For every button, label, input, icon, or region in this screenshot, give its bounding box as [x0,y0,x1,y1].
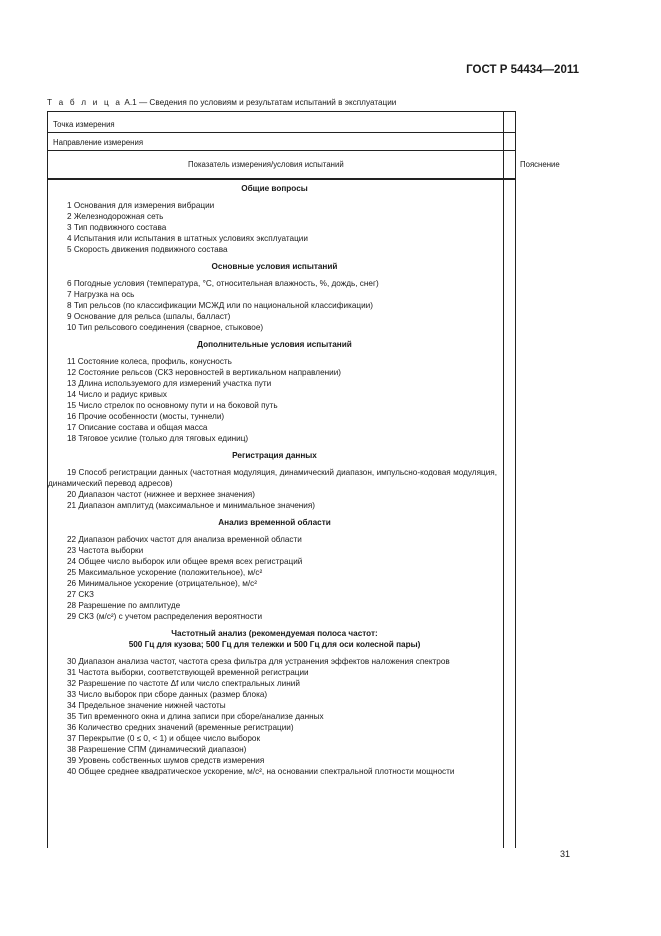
column-divider [503,112,504,848]
list-item: 18 Тяговое усилие (только для тяговых единиц) [67,434,249,443]
list-item: 22 Диапазон рабочих частот для анализа временной области [67,535,302,544]
list-item: 4 Испытания или испытания в штатных условиях эксплуатации [67,234,308,243]
section-title: Анализ временной области [218,518,331,527]
list-item: 35 Тип временного окна и длина записи при сборе/анализе данных [67,712,324,721]
list-item: 13 Длина используемого для измерений участка пути [67,379,272,388]
list-item: 7 Нагрузка на ось [67,290,135,299]
list-item: 36 Количество средних значений (временные регистрации) [67,723,294,732]
row-measurement-point: Точка измерения [53,120,115,129]
list-item: 3 Тип подвижного состава [67,223,167,232]
list-item: 24 Общее число выборок или общее время всех регистраций [67,557,303,566]
list-item: 10 Тип рельсового соединения (сварное, стыковое) [67,323,264,332]
table-body [48,183,501,777]
list-item: 37 Перекрытие (0 ≤ 0, < 1) и общее число выборок [67,734,261,743]
list-item: 27 СКЗ [67,590,94,599]
list-item: 30 Диапазон анализа частот, частота среза фильтра для устранения эффектов наложения спектров [67,657,450,666]
list-item: 1 Основания для измерения вибрации [67,201,215,210]
list-item: 38 Разрешение СПМ (динамический диапазон) [67,745,247,754]
list-item: 31 Частота выборки, соответствующей временной регистрации [67,668,309,677]
list-item: 9 Основание для рельса (шпалы, балласт) [67,312,231,321]
list-item: 20 Диапазон частот (нижнее и верхнее значения) [67,490,255,499]
list-item: 17 Описание состава и общая масса [67,423,208,432]
section-title: Основные условия испытаний [211,262,338,271]
page-number: 31 [559,849,570,859]
list-item: 19 Способ регистрации данных (частотная модуляция, динамический диапазон, импульсно-кодовая модуляция, динамический перевод адресов) [48,468,497,488]
column-header-note: Пояснение [520,160,560,169]
list-item: 8 Тип рельсов (по классификации МСЖД или по национальной классификации) [67,301,373,310]
list-item: 2 Железнодорожная сеть [67,212,164,221]
list-item: 39 Уровень собственных шумов средств измерения [67,756,265,765]
row-divider [48,132,515,133]
list-item: 14 Число и радиус кривых [67,390,167,399]
header-divider [48,178,515,180]
document-id: ГОСТ Р 54434—2011 [466,64,579,76]
list-item: 25 Максимальное ускорение (положительное), м/с² [67,568,263,577]
row-measurement-direction: Направление измерения [53,138,144,147]
list-item: 21 Диапазон амплитуд (максимальное и минимальное значения) [67,501,316,510]
row-divider [48,150,515,151]
list-item: 33 Число выборок при сборе данных (размер блока) [67,690,268,699]
list-item: 34 Предельное значение нижней частоты [67,701,226,710]
list-item: 28 Разрешение по амплитуде [67,601,181,610]
list-item: 40 Общее среднее квадратическое ускорение, м/с², на основании спектральной плотности мощности [67,767,455,776]
conditions-table [47,111,560,848]
list-item: 11 Состояние колеса, профиль, конусность [67,357,232,366]
caption-prefix: Т а б л и ц а [47,98,123,107]
table-caption [47,98,396,107]
section-title: Регистрация данных [232,451,317,460]
list-item: 12 Состояние рельсов (СКЗ неровностей в вертикальном направлении) [67,368,342,377]
list-item: 32 Разрешение по частоте Δf или число спектральных линий [67,679,300,688]
list-item: 16 Прочие особенности (мосты, туннели) [67,412,225,421]
list-item: 23 Частота выборки [67,546,144,555]
list-item: 5 Скорость движения подвижного состава [67,245,228,254]
column-header-main: Показатель измерения/условия испытаний [188,160,344,169]
section-title: 500 Гц для кузова; 500 Гц для тележки и 500 Гц для оси колесной пары) [128,640,421,649]
list-item: 6 Погодные условия (температура, °С, относительная влажность, %, дождь, снег) [67,279,379,288]
list-item: 29 СКЗ (м/с²) с учетом распределения вероятности [67,612,263,621]
section-title: Частотный анализ (рекомендуемая полоса частот: [171,629,378,638]
caption-text: А.1 — Сведения по условиям и результатам испытаний в эксплуатации [124,98,397,107]
list-item: 26 Минимальное ускорение (отрицательное), м/с² [67,579,258,588]
list-item: 15 Число стрелок по основному пути и на боковой путь [67,401,278,410]
section-title: Общие вопросы [241,184,308,193]
section-title: Дополнительные условия испытаний [197,340,352,349]
